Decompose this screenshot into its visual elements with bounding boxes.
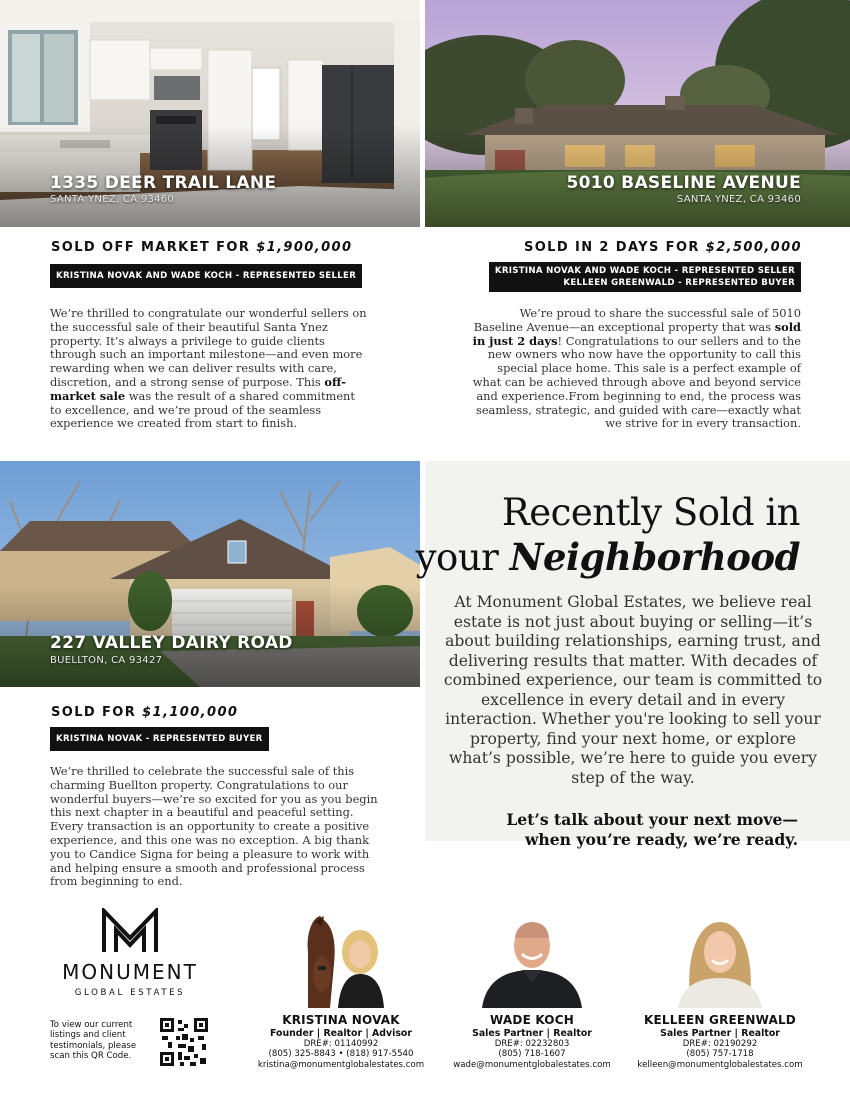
listing1-sold-prefix: SOLD OFF MARKET FOR	[51, 240, 257, 255]
listing2-sold-prefix: SOLD IN 2 DAYS FOR	[523, 240, 706, 255]
listing2-desc-end: ! Congratulations to our sellers and to the new owners who now have the opportunity to call this special place home. This sale is a perfect example of what can be achieved through above and beyond service and experience.From beginning to end, the process was seamless, strategic, and guided with care—exactly what we strive for in every transaction.	[472, 333, 801, 431]
agent-phone[interactable]: (805) 325-8843 • (818) 917-5540	[268, 1049, 414, 1060]
qr-note: To view our current listings and client testimonials, please scan this QR Code.	[50, 1020, 137, 1062]
qr-code-icon[interactable]	[160, 1018, 208, 1066]
agent-email[interactable]: kelleen@monumentglobalestates.com	[637, 1059, 803, 1070]
agent-card-kristina	[255, 1013, 427, 1070]
cta-line2: when you’re ready, we’re ready.	[525, 830, 798, 849]
listing1-desc-text: We’re thrilled to congratulate our wonderful sellers on the successful sale of their beautiful Santa Ynez property. It’s always a privilege to guide clients through such an important milestone—and even more rewarding when we can deliver results with care, discretion, and a strong sense of purpose. This	[50, 306, 367, 389]
listing3-rep-badge: KRISTINA NOVAK - REPRESENTED BUYER	[50, 727, 269, 751]
listing3-description	[50, 765, 390, 889]
agent-dre: DRE#: 02190292	[682, 1039, 758, 1049]
listing2-desc-text: We’re proud to share the successful sale of 5010 Baseline Avenue—an exceptional property that was	[473, 306, 801, 334]
agent-role: Sales Partner | Realtor	[660, 1028, 780, 1039]
agent-name: WADE KOCH	[490, 1013, 574, 1027]
listing3-city: BUELLTON, CA 93427	[50, 655, 163, 666]
listing1-description	[50, 307, 370, 431]
agent-email[interactable]: wade@monumentglobalestates.com	[453, 1059, 611, 1070]
intro-panel	[415, 461, 850, 849]
agent-role: Sales Partner | Realtor	[472, 1028, 592, 1039]
valley-house-photo	[0, 461, 420, 687]
agent-name: KELLEEN GREENWALD	[644, 1013, 796, 1027]
kristina-portrait	[290, 912, 400, 1008]
agent-email[interactable]: kristina@monumentglobalestates.com	[257, 1059, 425, 1070]
headline-line2-prefix: your	[415, 536, 510, 579]
brand-name: MONUMENT	[62, 960, 198, 984]
agent-dre: DRE#: 01140992	[303, 1039, 379, 1049]
listing1-sold-line	[51, 240, 352, 255]
kitchen-photo	[0, 0, 420, 227]
listing1-city: SANTA YNEZ, CA 93460	[50, 194, 175, 205]
wade-portrait	[482, 916, 582, 1008]
agent-name: KRISTINA NOVAK	[282, 1013, 400, 1027]
listing2-rep-line1: KRISTINA NOVAK AND WADE KOCH - REPRESENTED SELLER	[494, 266, 795, 276]
headline-line2	[416, 535, 800, 579]
listing2-rep-line2: KELLEEN GREENWALD - REPRESENTED BUYER	[563, 278, 795, 288]
listing3-sold-prefix: SOLD FOR	[51, 705, 143, 720]
intro-body: At Monument Global Estates, we believe real estate is not just about buying or selling—it’s about building relationships, earning trust, and delivering results that matter. With decades of combined experience, our team is committed to excellence in every detail and in every interaction. Whether you're looking to sell your property, find your next home, or explore what’s possible, we’re here to guide you every step of the way.	[443, 593, 823, 787]
agent-dre: DRE#: 02232803	[494, 1039, 570, 1049]
listing2-sold-line	[524, 240, 802, 255]
listing2-description	[471, 307, 801, 431]
listing2-desc-bold: sold in just 2 days	[472, 319, 801, 348]
listing2-city: SANTA YNEZ, CA 93460	[676, 194, 801, 205]
listing3-desc-text: We’re thrilled to celebrate the successful sale of this charming Buellton property. Congratulations to our wonderful buyers—we’re so excited for you as you begin this next chapter in a beautiful and peaceful setting. Every transaction is an opportunity to create a positive experience, and this one was no exception. A big thank you to Candice Signa for being a pleasure to work with and helping ensure a smooth and professional process from beginning to end.	[50, 764, 378, 889]
agent-card-kelleen	[630, 1013, 810, 1070]
listing2-rep-badge	[489, 262, 801, 292]
listing2-price: $2,500,000	[705, 240, 802, 255]
headline-neighborhood: Neighborhood	[509, 535, 800, 579]
agent-phone[interactable]: (805) 757-1718	[686, 1049, 754, 1060]
listing1-desc-bold: off-market sale	[50, 374, 347, 403]
agent-phone[interactable]: (805) 718-1607	[498, 1049, 566, 1060]
kelleen-portrait	[670, 916, 770, 1008]
listing3-price: $1,100,000	[142, 705, 239, 720]
brand-logo	[55, 908, 205, 998]
listing1-desc-end: was the result of a shared commitment to excellence, and we’re proud of the seamless experience we created from start to finish.	[50, 388, 355, 431]
listing1-price: $1,900,000	[256, 240, 353, 255]
listing1-rep-badge: KRISTINA NOVAK AND WADE KOCH - REPRESENTED SELLER	[50, 264, 362, 288]
listing2-address: 5010 BASELINE AVENUE	[566, 173, 801, 193]
brand-sub: GLOBAL ESTATES	[74, 988, 186, 998]
headline-line1: Recently Sold in	[501, 491, 800, 534]
monument-m-icon	[100, 908, 160, 954]
agent-card-wade	[448, 1013, 616, 1070]
listing3-sold-line	[51, 705, 238, 720]
cta-line1: Let’s talk about your next move—	[506, 810, 798, 829]
listing1-address: 1335 DEER TRAIL LANE	[50, 173, 277, 193]
ranch-house-photo	[425, 0, 850, 227]
listing3-address: 227 VALLEY DAIRY ROAD	[50, 633, 293, 653]
agent-role: Founder | Realtor | Advisor	[269, 1028, 412, 1039]
